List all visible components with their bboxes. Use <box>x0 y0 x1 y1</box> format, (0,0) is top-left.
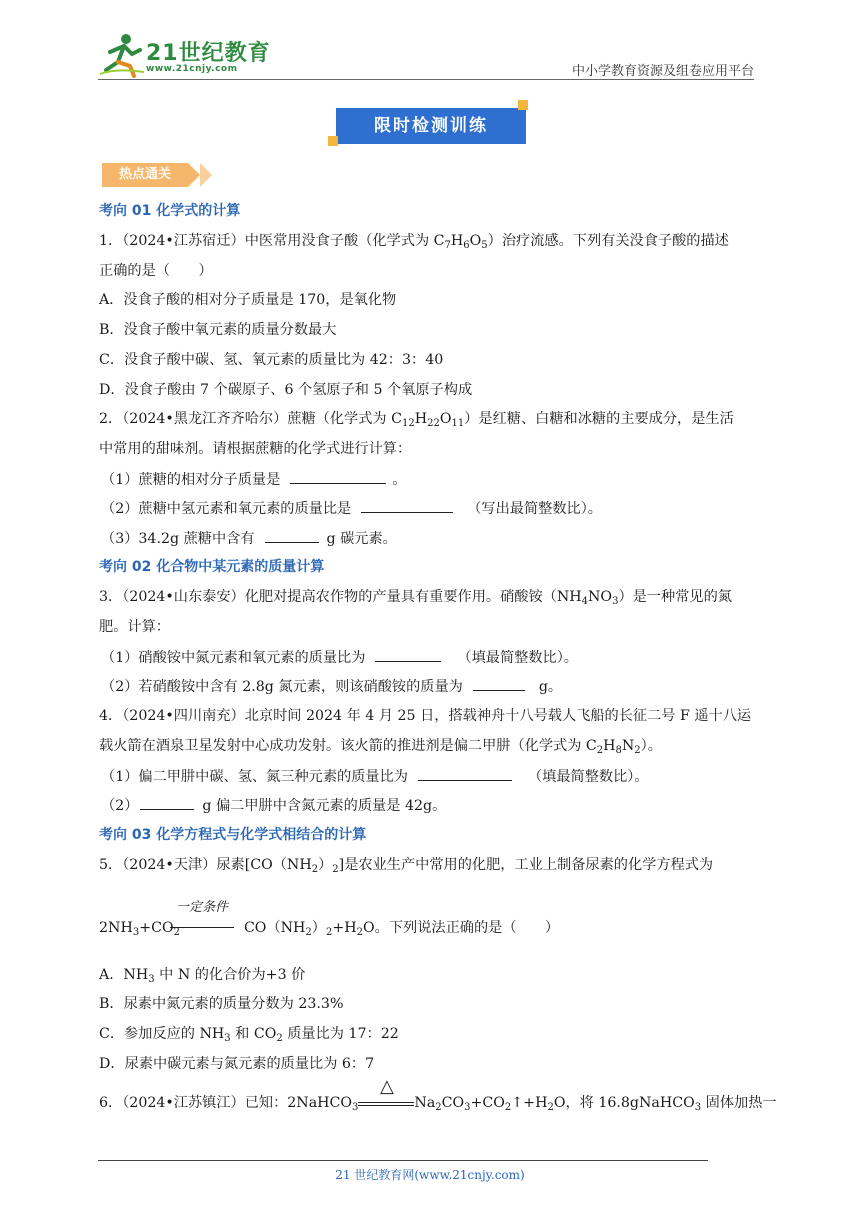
logo-url: www.21cnjy.com <box>146 64 238 74</box>
answer-blank[interactable] <box>290 469 386 484</box>
answer-blank[interactable] <box>140 795 194 810</box>
header-divider <box>98 79 754 80</box>
heat-symbol: △ <box>380 1076 394 1097</box>
question-5-equation: $2NH_3+CO_2$ $CO(NH_2)_2+H_2O$。下列说法正确的是（ ） <box>99 920 560 938</box>
question-3-part-1: （1）硝酸铵中氮元素和氧元素的质量比为 （填最简整数比）。 <box>101 647 578 668</box>
logo-text: 21世纪教育 <box>146 41 271 66</box>
reaction-condition: 一定条件 <box>176 900 229 915</box>
answer-blank[interactable] <box>361 498 453 513</box>
question-4-part-1: （1）偏二甲肼中碳、氢、氮三种元素的质量比为 （填最简整数比）。 <box>101 766 649 787</box>
option-c[interactable]: C．参加反应的 $NH_3$ 和 $CO_2$ 质量比为 17：22 <box>99 1026 399 1044</box>
option-d[interactable]: D．尿素中碳元素与氮元素的质量比为 6：7 <box>99 1056 375 1072</box>
question-4-stem-line2: 载火箭在酒泉卫星发射中心成功发射。该火箭的推进剂是偏二甲肼（化学式为 $C_2H_8N_2$）。 <box>99 738 662 756</box>
chevron-right-icon <box>188 163 200 187</box>
banner-title: 限时检测训练 <box>374 116 488 136</box>
option-b[interactable]: B．尿素中氮元素的质量分数为 23.3% <box>99 996 344 1012</box>
option-b[interactable]: B．没食子酸中氧元素的质量分数最大 <box>99 322 337 338</box>
answer-blank[interactable] <box>375 647 441 662</box>
question-2-part-3: （3）34.2g 蔗糖中含有 g 碳元素。 <box>101 528 397 549</box>
answer-blank[interactable] <box>265 528 319 543</box>
question-2-stem-line2: 中常用的甜味剂。请根据蔗糖的化学式进行计算： <box>99 441 412 457</box>
option-a[interactable]: A．$NH_3$ 中 N 的化合价为+3 价 <box>99 967 306 985</box>
question-2-part-2: （2）蔗糖中氢元素和氧元素的质量比是 （写出最简整数比）。 <box>101 498 602 519</box>
question-5-stem: 5．（2024•天津）尿素$[CO(NH_2)_2]$是农业生产中常用的化肥，工业上制备尿素的化学方程式为 <box>99 857 714 875</box>
question-6-stem: 6．（2024•江苏镇江）已知：2NaHCO$_3$ $Na_2CO_3+CO_2↑+H_2O$，将 16.8gNaHCO$_3$ 固体加热一 <box>99 1095 777 1113</box>
footer-divider <box>98 1160 708 1161</box>
question-3-stem-line2: 肥。计算： <box>99 619 170 635</box>
topic-heading: 考向 03 化学方程式与化学式相结合的计算 <box>99 827 367 843</box>
section-tag-label: 热点通关 <box>118 167 171 182</box>
option-d[interactable]: D．没食子酸由 7 个碳原子、6 个氢原子和 5 个氧原子构成 <box>99 382 473 398</box>
question-2-stem: 2．（2024•黑龙江齐齐哈尔）蔗糖（化学式为 $C_{12}H_{22}O_{11}$）是红糖、白糖和冰糖的主要成分，是生活 <box>99 411 734 429</box>
question-3-part-2: （2）若硝酸铵中含有 2.8g 氮元素，则该硝酸铵的质量为 g。 <box>101 676 562 697</box>
answer-blank[interactable] <box>418 766 512 781</box>
question-1-stem: 1．（2024•江苏宿迁）中医常用没食子酸（化学式为 $C_7H_6O_5$）治疗流感。下列有关没食子酸的描述 <box>99 233 729 251</box>
question-2-part-1: （1）蔗糖的相对分子质量是 。 <box>101 469 406 490</box>
question-4-stem: 4．（2024•四川南充）北京时间 2024 年 4 月 25 日，搭载神舟十八号载人飞船的长征二号 F 遥十八运 <box>99 708 752 724</box>
option-c[interactable]: C．没食子酸中碳、氢、氧元素的质量比为 42：3：40 <box>99 352 444 368</box>
logo-runner-icon <box>96 32 146 78</box>
option-a[interactable]: A．没食子酸的相对分子质量是 170，是氧化物 <box>99 292 397 308</box>
topic-heading: 考向 02 化合物中某元素的质量计算 <box>99 559 325 575</box>
topic-heading: 考向 01 化学式的计算 <box>99 203 241 219</box>
chevron-right-icon <box>200 163 212 187</box>
answer-blank[interactable] <box>473 676 525 691</box>
question-4-part-2: （2） g 偏二甲肼中含氮元素的质量是 42g。 <box>101 795 446 816</box>
question-3-stem: 3．（2024•山东泰安）化肥对提高农作物的产量具有重要作用。硝酸铵$(NH_4NO_3)$是一种常见的氮 <box>99 589 732 607</box>
header-platform-name: 中小学教育资源及组卷应用平台 <box>571 64 754 79</box>
footer-text[interactable]: 21 世纪教育网(www.21cnjy.com) <box>335 1168 525 1182</box>
question-1-stem-line2: 正确的是（ ） <box>99 263 213 279</box>
